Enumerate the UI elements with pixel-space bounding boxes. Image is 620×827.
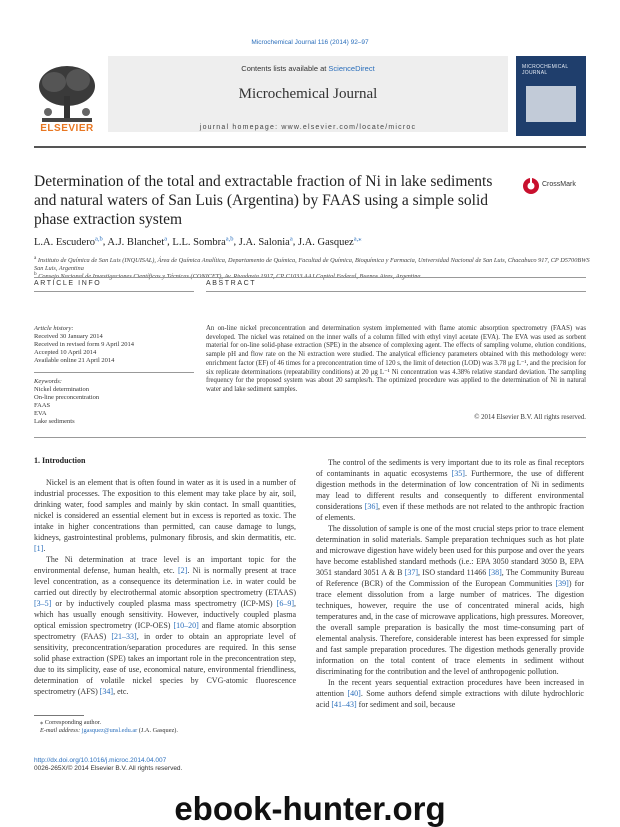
paragraph-text: In the recent years sequential extraction procedures have been increased in attention xyxy=(316,678,584,698)
affiliation-b: b xyxy=(34,271,37,277)
body-paragraph xyxy=(316,457,584,523)
citation-link[interactable]: [34] xyxy=(99,687,114,696)
author-name[interactable]: J.A. Salonia$^a$ xyxy=(238,235,293,248)
paragraph-text: . xyxy=(43,544,46,553)
footnote-rule xyxy=(34,715,84,716)
author-name[interactable]: J.A. Gasquez$^{a,⁎}$ xyxy=(297,235,362,248)
paragraph-text: . Ni is normally present at trace level concentration, as a consequence its determination i.e. in water could be carried out directly by electrothermal atomic absorption spectrometry (ETAAS) xyxy=(34,566,297,597)
section-heading-introduction: 1. Introduction xyxy=(34,456,86,465)
citation-link[interactable]: [10–20] xyxy=(173,621,199,630)
citation-link[interactable]: [37] xyxy=(404,568,419,577)
journal-homepage[interactable]: journal homepage: www.elsevier.com/locate/microc xyxy=(199,124,417,131)
citation-link[interactable]: [40] xyxy=(347,689,361,698)
paragraph-text: Nickel is an element that is often found in water as it is used in a number of industrial processes. The exposition to this element may take place by air, soil, drinking water, food samples and mainly by skin contact. In small quantities, nickel is considered an essential element but in excess is reported as toxic. The intake in higher concentrations than permitted, can cause damage to lungs, kidneys, gastrointestinal problems, pulmonary fibrosis, and skin dermatitis, etc. xyxy=(34,478,296,542)
abstract-end-rule xyxy=(34,437,586,438)
paragraph-text: , etc. xyxy=(113,687,129,696)
keyword: Nickel determination xyxy=(34,386,90,393)
email-line: E-mail address: jgasquez@unsl.edu.ar (J.A. Gasquez). xyxy=(40,727,178,734)
abstract-text: An on-line nickel preconcentration and determination system implemented with flame atomic absorption spectrometry (FAAS) was developed. The nickel was retained on the inner walls of a column filled with ethyl vinyl acetate (EVA). The EVA was used as sorbent material for on-line solid-phase extraction (SPE) in the absence of complexing agent. The effects of sampling volume, elution conditions, sample pH and flow rate on the Ni extraction were studied. The analytical efficiency parameters obtained with this methodology were: enrichment factor (EF) of 46 times for a preconcentration time of 120 s, the limit of detection (LOD) was 3.78 μg L⁻¹, and the precision for six replicate determinations (repeatability conditions) at 20 μg L⁻¹ Ni concentration was 4.38% relative standard deviation. The sampling frequency for the proposed system was about 20 samples/h. The optimized procedure was applied to the determination of Ni in natural water and lake sediment samples. xyxy=(206,325,586,393)
citation-link[interactable]: [41–43] xyxy=(331,700,357,709)
paragraph-text: , The Community Bureau of Reference (BCR) of the Commission of the European Communities xyxy=(316,568,584,588)
paragraph-text: . Some authors defend simple extractions with dilute hydrochloric acid xyxy=(316,689,584,709)
body-paragraph xyxy=(34,554,296,697)
history-item: Received in revised form 9 April 2014 xyxy=(34,341,135,348)
email-link[interactable]: jgasquez@unsl.edu.ar xyxy=(81,727,138,734)
paragraph-text: ) for trace element dissolution from a large number of matrices. The digestion techniques, however, require the use of concentrated mineral acids, high temperatures and, in the case of microwave applications, high pressures. Moreover, the overall sample preparation is basically the most time-consuming part of elemental analysis. Therefore, considerable interest has been expressed for simple and fast sample preparation procedures. The digestion methods generally provide information on the total content of trace elements in sediment without discriminating for the contribution and the level of anthropogenic pollution. xyxy=(316,579,585,676)
section-rule xyxy=(34,277,586,278)
author-name[interactable]: L.L. Sombra$^{a,b}$ xyxy=(172,235,234,248)
paragraph-text: . Furthermore, the use of different digestion methods in the determination of low concentration of Ni in sediments may lead to different results and consequently to different environmental considerations xyxy=(316,469,585,511)
article-history xyxy=(34,325,194,365)
paragraph-text: , in order to obtain an appropriate level of sensitivity, preconcentration/separation procedures are required. In this sense solid phase extraction (SPE) takes an important role in the preconcentration step, due to its simplicity, ease of use, economical nature, environmental friendliness, determination of volatile nickel species by CVG-atomic fluorescence spectrometry (AFS) xyxy=(34,632,296,696)
abstract-heading: ABSTRACT xyxy=(206,280,257,287)
citation-link[interactable]: [35] xyxy=(451,469,465,478)
keyword: On-line preconcentration xyxy=(34,394,100,401)
keyword: EVA xyxy=(34,410,47,417)
corresponding-author-note: ⁎ Corresponding author. xyxy=(40,719,102,726)
crossmark-label[interactable]: CrossMark xyxy=(542,181,576,188)
contents-prefix: Contents lists available at xyxy=(241,64,329,73)
doi-link[interactable]: http://dx.doi.org/10.1016/j.microc.2014.04.007 xyxy=(34,757,167,764)
abstract-copyright: © 2014 Elsevier B.V. All rights reserved. xyxy=(474,414,586,421)
paragraph-text: The Ni determination at trace level is an important topic for the environmental defense, human health, etc. xyxy=(34,555,296,575)
article-info-heading: ARTICLE INFO xyxy=(34,280,102,287)
cover-title: MICROCHEMICAL JOURNAL xyxy=(522,64,569,76)
history-item: Available online 21 April 2014 xyxy=(34,357,115,364)
keywords-rule xyxy=(34,372,194,373)
paragraph-text: , ISO standard 11466 xyxy=(418,568,489,577)
watermark: ebook-hunter.org xyxy=(174,790,446,827)
article-info-rule xyxy=(34,291,194,292)
body-paragraph xyxy=(34,477,296,554)
body-column-right xyxy=(316,457,584,710)
citation-link[interactable]: [39] xyxy=(555,579,569,588)
paragraph-text: or by inductively coupled plasma mass spectrometry (ICP-MS) xyxy=(51,599,277,608)
keyword: FAAS xyxy=(34,402,51,409)
citation-link[interactable]: [36] xyxy=(364,502,379,511)
citation-link[interactable]: [38] xyxy=(488,568,502,577)
citation-link[interactable]: [21–33] xyxy=(111,632,137,641)
keyword: Lake sediments xyxy=(34,418,75,425)
footnotes xyxy=(34,719,294,735)
sciencedirect-link[interactable]: ScienceDirect xyxy=(328,64,375,73)
citation-link[interactable]: [2] xyxy=(178,566,188,575)
journal-cover-thumbnail[interactable] xyxy=(516,56,586,136)
history-caption: Article history: xyxy=(34,325,74,332)
body-paragraph xyxy=(316,677,584,710)
header-rule xyxy=(34,146,586,148)
issn-copyright: 0026-265X/© 2014 Elsevier B.V. All rights reserved. xyxy=(34,765,183,772)
keywords xyxy=(34,378,194,426)
contents-line xyxy=(108,64,508,73)
history-item: Received 30 January 2014 xyxy=(34,333,103,340)
journal-citation[interactable]: Microchemical Journal 116 (2014) 92–97 xyxy=(251,39,369,46)
paragraph-text: and flame atomic absorption spectrometry (FAAS) xyxy=(34,621,296,641)
citation-link[interactable]: [6–9] xyxy=(276,599,294,608)
affiliation-a: $^a$ Instituto de Química de San Luis (INQUISAL), Área de Química Analítica, Departamento de Química, Facultad de Química, Bioquímica y Farmacia, Universidad Nacional de San Luis, Chacabuco 917, CP D5700BWS San Luis, Argentina xyxy=(34,255,590,273)
body-paragraph xyxy=(316,523,584,677)
abstract-rule xyxy=(206,291,586,292)
paragraph-text: , even if these methods are not related to the anthropic fraction of elements. xyxy=(316,502,584,522)
author-list: L.A. Escudero$^{a,b}$, A.J. Blanchet$^a$, L.L. Sombra$^{a,b}$, J.A. Salonia$^a$, J.A. Gasquez$^{a,⁎}$ xyxy=(34,235,362,248)
paragraph-text: The control of the sediments is very important due to its role as final receptors of contaminants in aquatic ecosystems xyxy=(316,458,584,478)
paragraph-text: for sediment and soil, because xyxy=(356,700,456,709)
citation-link[interactable]: [3–5] xyxy=(34,599,52,608)
journal-title: Microchemical Journal xyxy=(238,86,378,102)
citation-link[interactable]: [1] xyxy=(34,544,44,553)
paragraph-text: , which has usually enough sensitivity. However, inductively coupled plasma optical emission spectrometry (ICP-OES) xyxy=(34,599,296,630)
author-name[interactable]: A.J. Blanchet$^a$ xyxy=(107,235,168,248)
paragraph-text: The dissolution of sample is one of the most crucial steps prior to trace element determination in solid materials. Sample preparation techniques such as hot plate and microwave digestion have widely been used for this purpose and over the years have become established standard methods (i.e.: EPA 3050 standard 3050 B, EPA 3051 standard 3051 A & B xyxy=(316,524,584,577)
history-item: Accepted 10 April 2014 xyxy=(34,349,97,356)
cover-image xyxy=(526,86,576,122)
elsevier-wordmark: ELSEVIER xyxy=(40,123,94,134)
keywords-caption: Keywords: xyxy=(34,378,62,385)
author-name[interactable]: L.A. Escudero$^{a,b}$ xyxy=(34,235,103,248)
article-title: Determination of the total and extractable fraction of Ni in lake sediments and natural waters of San Luis (Argentina) by FAAS using a simple solid phase extraction system xyxy=(34,173,493,228)
body-column-left xyxy=(34,477,296,697)
